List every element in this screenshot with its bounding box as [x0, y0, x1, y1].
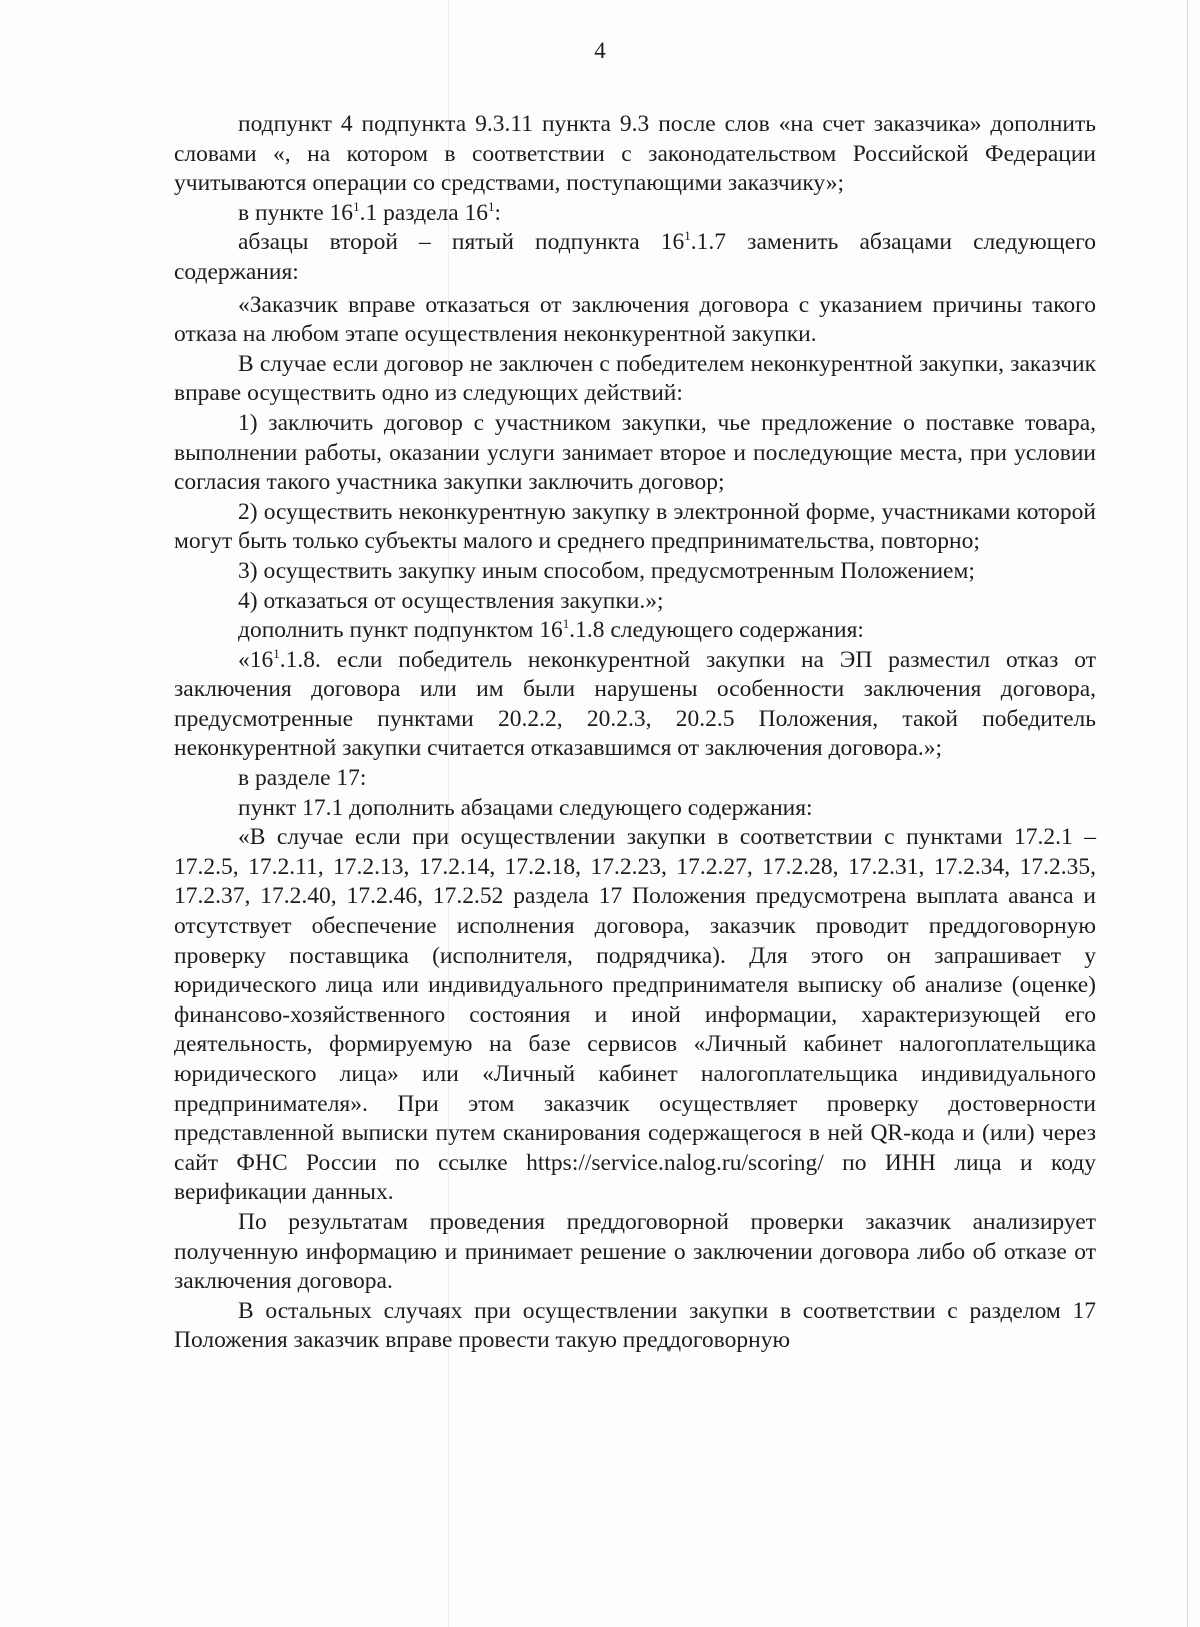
- paragraph: В случае если договор не заключен с победителем неконкурентной закупки, заказчик вправе осуществить одно из следующих действий:: [174, 350, 1096, 407]
- paragraph: В остальных случаях при осуществлении закупки в соответствии с разделом 17 Положения заказчик вправе провести такую преддоговорную: [174, 1297, 1096, 1354]
- scan-edge: [1187, 0, 1188, 1627]
- superscript: 1: [273, 645, 280, 661]
- paragraph: «В случае если при осуществлении закупки в соответствии с пунктами 17.2.1 – 17.2.5, 17.2.11, 17.2.13, 17.2.14, 17.2.18, 17.2.23, 17.2.27, 17.2.28, 17.2.31, 17.2.34, 17.2.35, 17.2.37, 17.2.40, 17.2.46, 17.2.52 раздела 17 Положения предусмотрена выплата аванса и отсутствует обеспечение исполнения договора, заказчик проводит преддоговорную проверку поставщика (исполнителя, подрядчика). Для этого он запрашивает у юридического лица или индивидуального предпринимателя выписку об анализе (оценке) финансово-хозяйственного состояния и иной информации, характеризующей его деятельность, формируемую на базе сервисов «Личный кабинет налогоплательщика юридического лица» или «Личный кабинет налогоплательщика индивидуального предпринимателя». При этом заказчик осуществляет проверку достоверности представленной выписки путем сканирования содержащегося в ней QR-кода и (или) через сайт ФНС России по ссылке https://service.nalog.ru/scoring/ по ИНН лица и коду верификации данных.: [174, 824, 1096, 1206]
- superscript: 1: [488, 198, 495, 214]
- paragraph: в пункте $16^1.1$ раздела $16^1$:: [238, 198, 502, 226]
- superscript: 1: [684, 228, 691, 244]
- list-item: 1) заключить договор с участником закупки, чье предложение о поставке товара, выполнении работы, оказании услуги занимает второе и последующие места, при условии согласия такого участника закупки заключить договор;: [174, 409, 1096, 496]
- paragraph: абзацы второй – пятый подпункта $16^1.1.7$ заменить абзацами следующего содержания:: [174, 228, 1096, 285]
- scoring-link[interactable]: https://service.nalog.ru/scoring/: [526, 1149, 824, 1176]
- paragraph: подпункт 4 подпункта 9.3.11 пункта 9.3 после слов «на счет заказчика» дополнить словами «, на котором в соответствии с законодательством Российской Федерации учитываются операции со средствами, поступающими заказчику»;: [174, 111, 1096, 197]
- paragraph: По результатам проведения преддоговорной проверки заказчик анализирует полученную информацию и принимает решение о заключении договора либо об отказе от заключения договора.: [174, 1208, 1096, 1295]
- superscript: 1: [353, 198, 360, 214]
- paragraph: дополнить пункт подпунктом $16^1.1.8$ следующего содержания:: [238, 616, 864, 644]
- list-item: 3) осуществить закупку иным способом, предусмотренным Положением;: [238, 557, 975, 584]
- list-item: 4) отказаться от осуществления закупки.»;: [238, 587, 664, 614]
- page-number: 4: [594, 38, 606, 63]
- paragraph: «Заказчик вправе отказаться от заключения договора с указанием причины такого отказа на любом этапе осуществления неконкурентной закупки.: [174, 291, 1096, 348]
- superscript: 1: [562, 616, 570, 632]
- paragraph: в разделе 17:: [238, 765, 367, 792]
- list-item: 2) осуществить неконкурентную закупку в электронной форме, участниками которой могут быть только субъекты малого и среднего предпринимательства, повторно;: [174, 498, 1096, 555]
- document-body: [174, 110, 1096, 1356]
- paragraph: пункт 17.1 дополнить абзацами следующего содержания:: [238, 794, 813, 821]
- paragraph: «$16^1.1.8$. если победитель неконкурентной закупки на ЭП разместил отказ от заключения договора или им были нарушены особенности заключения договора, предусмотренные пунктами 20.2.2, 20.2.3, 20.2.5 Положения, такой победитель неконкурентной закупки считается отказавшимся от заключения договора.»;: [174, 645, 1096, 762]
